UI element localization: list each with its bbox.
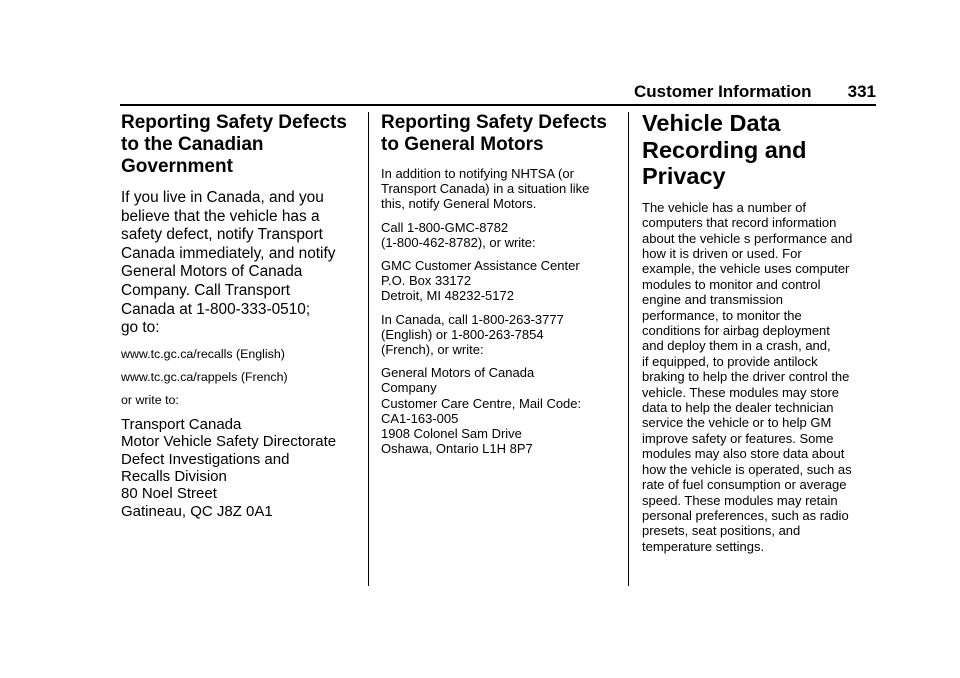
intro-text: If you live in Canada, and you believe that the vehicle has a safety defect, notify Transport Canada immediately, and notify General Motors of Canada Company. Call Transport Canada at 1-800-333-0510; go to: xyxy=(121,189,336,337)
url-french: www.tc.gc.ca/rappels (French) xyxy=(121,369,288,384)
page-number: 331 xyxy=(847,82,876,101)
canada-call-text: In Canada, call 1-800-263-3777 (English) or 1-800-263-7854 (French), or write: xyxy=(381,311,564,358)
column-divider-2 xyxy=(628,112,629,586)
us-address: GMC Customer Assistance Center P.O. Box 33172 Detroit, MI 48232-5172 xyxy=(381,258,580,304)
write-to-text: or write to: xyxy=(121,392,179,407)
url-english: www.tc.gc.ca/recalls (English) xyxy=(121,346,285,361)
canada-address: General Motors of Canada Company Customer Care Centre, Mail Code: CA1-163-005 1908 Colonel Sam Drive Oshawa, Ontario L1H 8P7 xyxy=(381,365,582,457)
section-title: Customer Information xyxy=(634,82,812,101)
heading-vehicle-data-privacy: Vehicle Data Recording and Privacy xyxy=(642,110,807,190)
call-text: Call 1-800-GMC-8782 (1-800-462-8782), or write: xyxy=(381,219,536,250)
privacy-body-text: The vehicle has a number of computers that record information about the vehicle s performance and how it is driven or used. For example, the vehicle uses computer modules to monitor and control engine and transmission performance, to monitor the conditions for airbag deployment and deploy them in a crash, and, if equipped, to provide antilock braking to help the driver control the vehicle. These modules may store data to help the dealer technician service the vehicle or to help GM improve safety or features. Some modules may also store data about how the vehicle is operated, such as rate of fuel consumption or average speed. These modules may retain personal preferences, such as radio presets, seat positions, and temperature settings. xyxy=(642,199,853,554)
column-canadian-reporting xyxy=(121,108,361,520)
column-divider-1 xyxy=(368,112,369,586)
heading-canadian-government: Reporting Safety Defects to the Canadian Government xyxy=(121,112,347,177)
column-gm-reporting xyxy=(381,108,621,456)
column-data-privacy xyxy=(642,108,880,554)
heading-general-motors: Reporting Safety Defects to General Motors xyxy=(381,112,607,155)
intro-text: In addition to notifying NHTSA (or Transport Canada) in a situation like this, notify General Motors. xyxy=(381,166,590,212)
transport-canada-address: Transport Canada Motor Vehicle Safety Directorate Defect Investigations and Recalls Division 80 Noel Street Gatineau, QC J8Z 0A1 xyxy=(121,415,337,520)
running-header xyxy=(634,82,876,106)
header-rule xyxy=(120,104,876,106)
